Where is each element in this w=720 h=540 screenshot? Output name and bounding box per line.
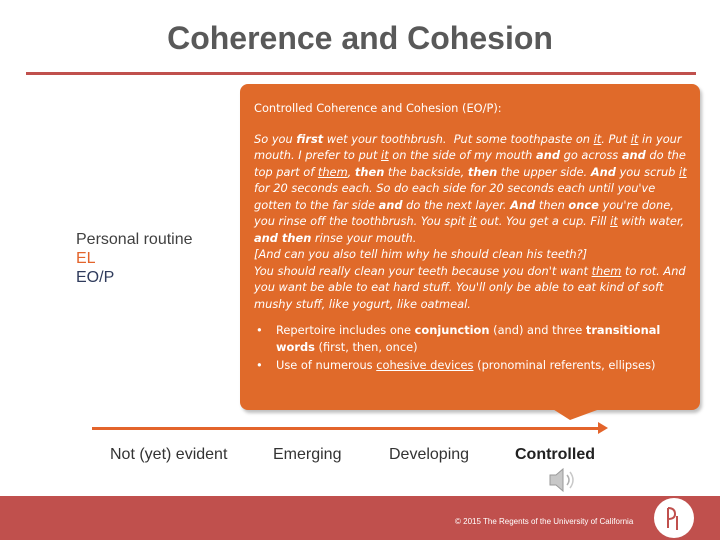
criteria-list: [254, 322, 690, 374]
routine-label: Personal routine: [76, 231, 193, 248]
logo-icon: [652, 496, 696, 540]
progression-axis: [92, 427, 600, 430]
student-labels: [76, 230, 193, 287]
criteria-item: • Repertoire includes one conjunction (and) and three transitional words (first, then, once): [254, 322, 690, 355]
stage-developing: Developing: [389, 446, 470, 463]
stage-controlled: Controlled: [515, 446, 595, 463]
speaker-icon[interactable]: [548, 466, 580, 494]
stage-emerging: Emerging: [273, 446, 342, 463]
student-excerpt: So you first wet your toothbrush. Put some toothpaste on it. Put it in your mouth. I prefer to put it on the side of my mouth and go across and do the top part of them, then the backside, then the upper side. And you scrub it for 20 seconds each. So do each side for 20 seconds each until you've gotten to the far side and do the next layer. And then once you're done, you rinse off the toothbrush. You spit it out. You get a cup. Fill it with water, and then rinse your mouth. [And can you also tell him why he should clean his teeth?] You should really clean your teeth because you don't want them to rot. And you want be able to eat hard stuff. You'll only be able to eat kind of soft mushy stuff, like yogurt, like oatmeal.: [254, 131, 687, 311]
el-label: EL: [76, 250, 96, 267]
copyright-text: © 2015 The Regents of the University of California: [455, 517, 634, 526]
axis-arrowhead-icon: [598, 422, 608, 434]
title-divider: [26, 72, 696, 75]
page-title: Coherence and Cohesion: [167, 20, 553, 56]
callout-heading: Controlled Coherence and Cohesion (EO/P):: [254, 101, 502, 115]
eop-label: EO/P: [76, 269, 115, 286]
callout-pointer: [548, 406, 608, 420]
callout-box: [240, 84, 700, 410]
criteria-item: • Use of numerous cohesive devices (pronominal referents, ellipses): [254, 357, 690, 374]
stage-not-evident: Not (yet) evident: [110, 446, 228, 463]
